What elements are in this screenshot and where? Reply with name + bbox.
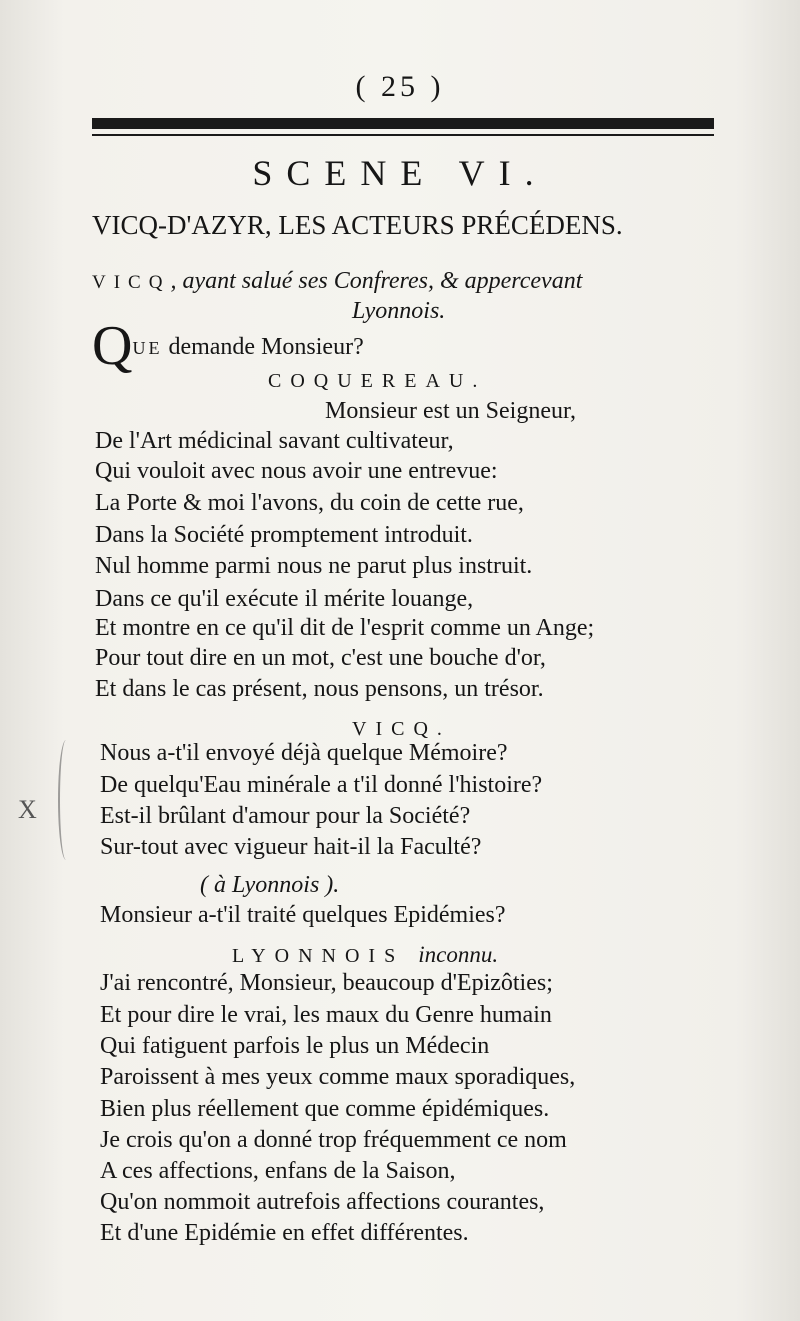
aside-direction: ( à Lyonnois ). <box>200 872 340 898</box>
verse-line: Bien plus réellement que comme épidémiques. <box>100 1096 550 1122</box>
verse-line: Paroissent à mes yeux comme maux sporadiques, <box>100 1064 576 1090</box>
speaker-coquereau: COQUEREAU. <box>268 370 487 392</box>
verse-line: Je crois qu'on a donné trop fréquemment ce nom <box>100 1127 567 1153</box>
speaker-vicq: VICQ. <box>352 718 451 740</box>
opening-line <box>92 315 364 377</box>
verse-line: A ces affections, enfans de la Saison, <box>100 1158 456 1184</box>
verse-line: J'ai rencontré, Monsieur, beaucoup d'Epizôties; <box>100 970 553 996</box>
verse-line: Qui fatiguent parfois le plus un Médecin <box>100 1033 490 1059</box>
verse-line: Nul homme parmi nous ne parut plus instruit. <box>95 553 533 579</box>
verse-line: Dans ce qu'il exécute il mérite louange, <box>95 586 474 612</box>
scene-cast: VICQ-D'AZYR, LES ACTEURS PRÉCÉDENS. <box>92 210 623 240</box>
lyonnois-note: inconnu. <box>418 942 499 967</box>
verse-line: Qui vouloit avec nous avoir une entrevue: <box>95 458 498 484</box>
verse-line: Dans la Société promptement introduit. <box>95 522 473 548</box>
stage-direction-cont: Lyonnois. <box>352 298 446 324</box>
verse-line: Monsieur a-t'il traité quelques Epidémies? <box>100 902 506 928</box>
verse-line: Et pour dire le vrai, les maux du Genre humain <box>100 1002 552 1028</box>
margin-mark: X <box>18 795 37 824</box>
direction-speaker: VICQ <box>92 272 171 293</box>
speaker-lyonnois <box>232 942 498 968</box>
verse-line: De quelqu'Eau minérale a t'il donné l'histoire? <box>100 772 543 798</box>
verse-line: Est-il brûlant d'amour pour la Société? <box>100 803 471 829</box>
lyonnois-name: LYONNOIS <box>232 945 405 967</box>
direction-text: , ayant salué ses Confreres, & appercevant <box>170 268 583 294</box>
page-number: ( 25 ) <box>355 70 445 103</box>
verse-line: De l'Art médicinal savant cultivateur, <box>95 428 454 454</box>
verse-line: Et d'une Epidémie en effet différentes. <box>100 1220 469 1246</box>
verse-line: Et montre en ce qu'il dit de l'esprit comme un Ange; <box>95 615 595 641</box>
margin-bracket <box>58 740 74 860</box>
header-rule <box>92 118 714 129</box>
verse-line: Et dans le cas présent, nous pensons, un trésor. <box>95 676 544 702</box>
verse-line: Pour tout dire en un mot, c'est une bouche d'or, <box>95 645 546 671</box>
stage-direction <box>92 268 582 295</box>
verse-line: La Porte & moi l'avons, du coin de cette rue, <box>95 490 524 516</box>
opening-caps: UE <box>132 338 163 358</box>
scene-title: SCENE VI. <box>252 153 548 193</box>
verse-line: Nous a-t'il envoyé déjà quelque Mémoire? <box>100 740 508 766</box>
verse-line: Sur-tout avec vigueur hait-il la Faculté? <box>100 834 482 860</box>
opening-rest: demande Monsieur? <box>168 334 364 360</box>
verse-line: Monsieur est un Seigneur, <box>325 398 577 424</box>
drop-initial: Q <box>92 315 133 377</box>
verse-line: Qu'on nommoit autrefois affections courantes, <box>100 1189 545 1215</box>
